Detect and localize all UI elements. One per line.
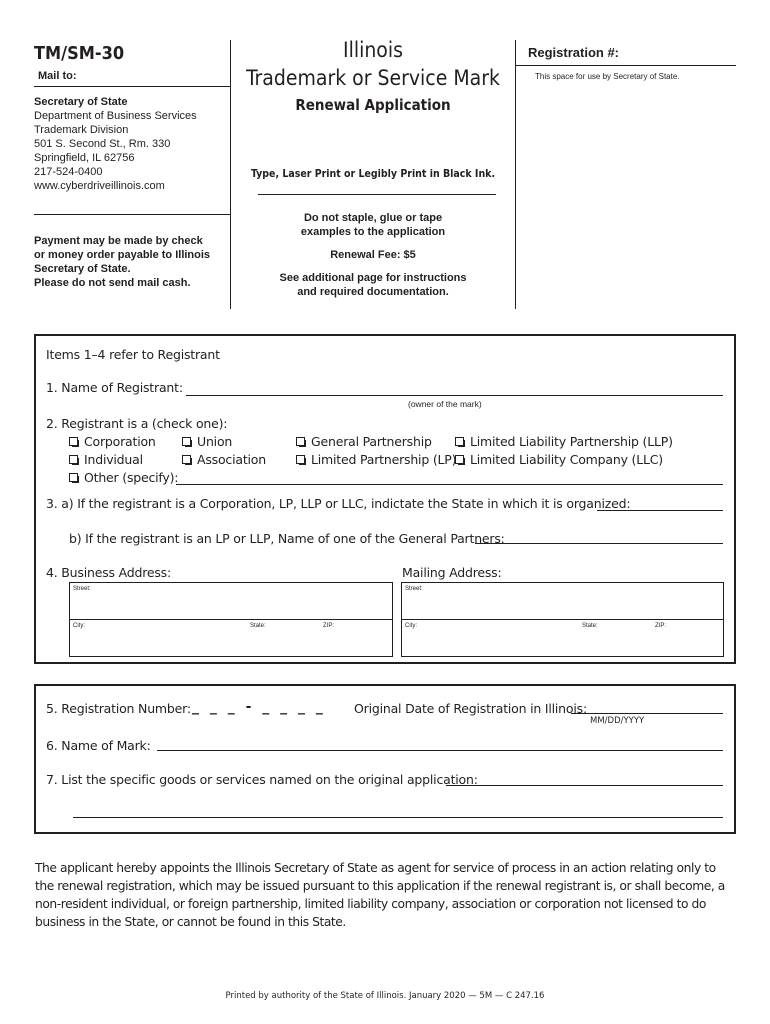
renewal-fee: Renewal Fee: $5 [330,249,416,261]
state-organized-field[interactable] [597,510,723,511]
address-line: 501 S. Second St., Rm. 330 [34,138,171,150]
city-label: City: [73,623,85,629]
state-organized-label: 3. a) If the registrant is a Corporation, LP, LLP or LLC, indictate the State in which it is organized: [46,496,631,511]
state-label: State: [250,623,266,629]
option-label: Corporation [84,434,156,449]
registrant-name-field[interactable] [186,395,723,396]
registrant-type-label: 2. Registrant is a (check one): [46,416,228,431]
payment-line: Please do not send mail cash. [34,277,191,289]
general-partner-label: b) If the registrant is an LP or LLP, Name of one of the General Partners: [69,531,505,546]
state-label: State: [582,623,598,629]
option-label: Limited Partnership (LP) [311,452,457,467]
checkbox-other[interactable] [69,470,178,486]
agent-statement: The applicant hereby appoints the Illinois Secretary of State as agent for service of process in an action relating only to the renewal registration, which may be issued pursuant to this application if the renewal registrant is, or shall become, a non-resident individual, or foreign partnership, limited liability company, association or corporation not licensed to do business in the State, or cannot be found in this State. [35,861,725,929]
option-label: Limited Liability Company (LLC) [470,452,663,467]
checkbox-general-partnership[interactable] [296,434,432,450]
registration-divider [516,65,736,66]
checkbox-icon [182,437,191,446]
owner-note: (owner of the mark) [408,399,482,409]
goods-services-field-2[interactable] [73,817,723,818]
registration-note: This space for use by Secretary of State. [535,72,680,81]
payment-line: or money order payable to Illinois [34,249,211,261]
page-title: Trademark or Service Mark [246,66,500,90]
checkbox-icon [182,455,191,464]
date-format-hint: MM/DD/YYYY [590,716,645,726]
checkbox-icon [296,455,305,464]
business-address-label: 4. Business Address: [46,565,171,580]
checkbox-icon [455,437,464,446]
mailing-address [34,95,197,193]
checkbox-llc[interactable] [455,452,663,468]
option-label: Other (specify): [84,470,179,485]
form-number: TM/SM-30 [34,43,125,64]
staple-line: Do not staple, glue or tape [303,212,443,224]
staple-note [231,211,515,239]
checkbox-corporation[interactable] [69,434,156,450]
original-date-label: Original Date of Registration in Illinois: [354,701,587,716]
checkbox-icon [69,473,78,482]
header-divider [34,86,230,87]
option-label: Individual [84,452,143,467]
goods-services-field[interactable] [446,785,723,786]
checkbox-icon [69,437,78,446]
registration-label: Registration #: [528,45,620,60]
zip-label: ZIP: [655,623,667,629]
mark-name-field[interactable] [157,750,723,751]
checkbox-icon [455,455,464,464]
zip-label: ZIP: [323,623,335,629]
address-line: Department of Business Services [34,110,197,122]
section-heading: Items 1–4 refer to Registrant [46,347,220,362]
business-city-state-zip-field[interactable] [69,619,393,657]
option-label: Union [197,434,233,449]
street-label: Street: [73,586,91,592]
staple-line: examples to the application [300,226,446,238]
mailing-street-field[interactable] [401,582,724,620]
goods-services-label: 7. List the specific goods or services named on the original application: [46,772,478,787]
address-line: Secretary of State [34,96,128,108]
option-label: Limited Liability Partnership (LLP) [470,434,673,449]
payment-line: Payment may be made by check [34,235,203,247]
column-divider [515,40,516,309]
checkbox-llp[interactable] [455,434,673,450]
payment-note [34,234,210,290]
checkbox-lp[interactable] [296,452,456,468]
payment-line: Secretary of State. [34,263,131,275]
mail-to-label: Mail to: [38,70,77,82]
street-label: Street: [405,586,423,592]
address-line: 217-524-0400 [34,166,103,178]
checkbox-association[interactable] [182,452,266,468]
mailing-city-state-zip-field[interactable] [401,619,724,657]
instructions-note [231,271,515,299]
general-partner-field[interactable] [475,543,723,544]
title-state: Illinois [343,38,403,62]
header-divider [34,214,230,215]
option-label: Association [197,452,266,467]
other-specify-field[interactable] [176,484,723,485]
instruction-line: See additional page for instructions [279,272,467,284]
checkbox-union[interactable] [182,434,232,450]
page-subtitle: Renewal Application [295,96,451,114]
print-instruction: Type, Laser Print or Legibly Print in Black Ink. [250,168,496,180]
printed-by: Printed by authority of the State of Illinois. January 2020 — 5M — C 247.16 [225,991,545,1001]
checkbox-individual[interactable] [69,452,143,468]
option-label: General Partnership [311,434,432,449]
center-divider [258,194,496,195]
original-date-field[interactable] [571,713,723,714]
city-label: City: [405,623,417,629]
checkbox-icon [69,455,78,464]
instruction-line: and required documentation. [297,286,449,298]
address-line: Springfield, IL 62756 [34,152,135,164]
registration-number-field[interactable]: _ _ _ - _ _ _ _ [192,699,326,715]
registrant-name-label: 1. Name of Registrant: [46,380,183,395]
mailing-address-label: Mailing Address: [402,565,502,580]
mark-name-label: 6. Name of Mark: [46,738,151,753]
business-street-field[interactable] [69,582,393,620]
website-link[interactable]: www.cyberdriveillinois.com [34,180,165,192]
registration-number-label: 5. Registration Number: [46,701,191,716]
address-line: Trademark Division [34,124,129,136]
checkbox-icon [296,437,305,446]
